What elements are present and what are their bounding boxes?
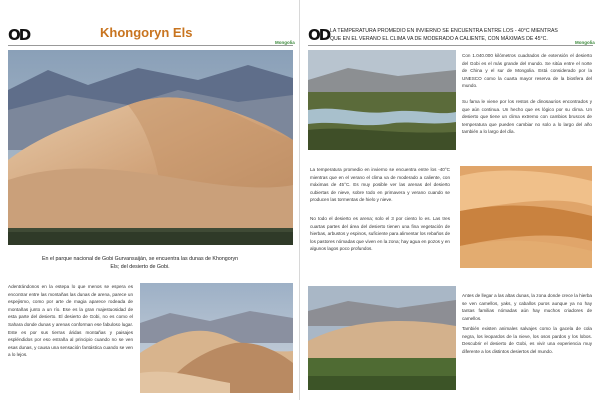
left-body-text: Adentrándonos en la estepa lo que menos se espera es encontrar entre las montañas las dunas de arena, parece un espejismo, como por arte de magia aparece rodeada de montañas junto a un río. Ese es la gran majestuosidad de esta parte del desierto. El desierto de Gobi, no es como el Sahara donde dunas y arenas conforman ese fabuloso lugar. Este es por sus tierras áridas montañas y paisajes espléndidos por eso estraña al principio cuando no se ven esas dunas, y causa una sensación fantástica cuando se ven a lo lejos. — [8, 284, 133, 358]
orange-dunes-image — [460, 166, 592, 268]
header-rule — [8, 45, 293, 46]
header-rule — [308, 45, 593, 46]
right-text-2: Su fama le viene por los restos de dinosaurios encontrados y que aún continua. Un hecho que es lógico por su clima. Un desierto que tiene un clima extremo con cambios bruscos de temperatura que pueden cambiar no solo a lo largo del año también a lo largo del día. — [462, 99, 592, 135]
page-title: Khongoryn Els — [100, 25, 193, 40]
right-text-5: Antes de llegar a las altas dunas, la zona donde crece la hierba se ven camellos, yaks, y caballos puros aunque ya no hay tantas familias nómadas aún hay muchos criadores de camellos. — [462, 293, 592, 321]
dunes-close-image — [140, 283, 293, 393]
photo-caption: En el parque nacional de Gobi Gurvansaiján, se encuentra las dunas de Khongoryn Els; del desierto de Gobi. — [41, 256, 239, 270]
right-page — [300, 0, 600, 400]
dunes-main-photo — [8, 50, 293, 245]
river-oasis-photo — [308, 50, 456, 150]
right-text-6: También existen animales salvajes como la gacela de cola negra, los leopardos de la nieve, los osos pardos y los lobos. Descubrir el desierto de Gobi, es vivir una experiencia muy diferente a los distintos desiertos del mundo. — [462, 326, 592, 354]
right-text-4: No todo el desierto es arena; solo el 3 por ciento lo es. Las tres cuartas partes del área del desierto tienen una fina vegetación de hierbas, arbustos y espinos, suficiente para alimentar los rebaños de los pastores nómadas que viven en la zona; hay agua en pozos y en algunos lagos poco profundos. — [310, 216, 450, 252]
dunes-secondary-photo — [140, 283, 293, 393]
section-tag: Mongolia — [275, 40, 295, 45]
intro-headline: LA TEMPERATURA PROMEDIO EN INVIERNO SE ENCUENTRA ENTRE LOS - 40°C MIENTRAS QUE EN EL VERANO EL CLIMA VA DE MODERADO A CALIENTE, CON MÁXIMAS DE 45°C. — [330, 28, 558, 42]
magazine-logo: OD — [8, 26, 30, 44]
river-oasis-image — [308, 50, 456, 150]
magazine-logo: OD — [308, 26, 330, 44]
dunes-mountains-image — [8, 50, 293, 245]
steppe-dunes-image — [308, 286, 456, 390]
orange-dunes-photo — [460, 166, 592, 268]
green-steppe-photo — [308, 286, 456, 390]
section-tag: Mongolia — [575, 40, 595, 45]
right-text-3: La temperatura promedio en invierno se encuentra entre los -40°C mientras que en el verano el clima va de moderado a caliente, con máximas de 45°C. Es muy posible ver las arenas del desierto cubiertas de nieve, sobre todo en primavera y verano cuando se producen las tormentas de hielo y nieve. — [310, 167, 450, 203]
right-text-1: Con 1.040.000 kilómetros cuadrados de extensión el desierto del Gobi es el más grande del mundo. Se sitúa entre el norte de China y el sur de Mongolia. Está considerado por la UNESCO como la cuarta mayor reserva de la biosfera del mundo. — [462, 53, 592, 89]
